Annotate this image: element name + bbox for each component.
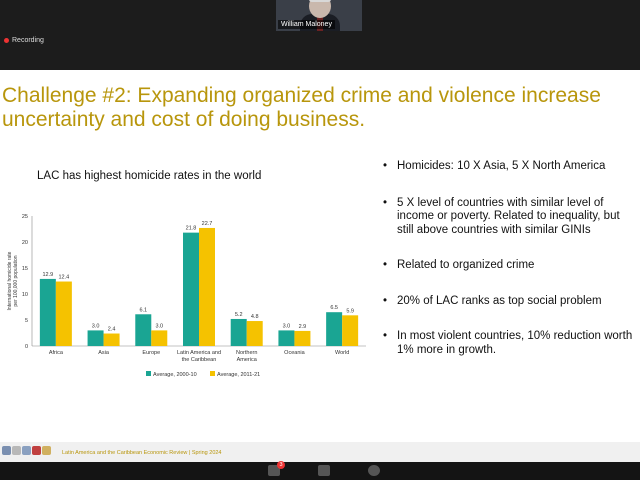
participants-icon[interactable] — [318, 465, 330, 476]
bar — [88, 330, 104, 346]
y-axis-label: International homicide rate — [7, 251, 13, 311]
bar — [294, 331, 310, 346]
legend-swatch — [210, 371, 215, 376]
recording-indicator — [4, 37, 44, 44]
bar — [342, 315, 358, 346]
recording-dot-icon — [4, 38, 9, 43]
bar-value-label: 4.8 — [250, 314, 259, 321]
bullet-item: • Related to organized crime — [383, 259, 638, 273]
x-category-label: Europe — [142, 350, 161, 356]
recording-label: Recording — [12, 37, 44, 44]
legend-label: Average, 2000-10 — [153, 372, 197, 378]
slide-title: Challenge #2: Expanding organized crime and violence increase uncertainty and cost of doing business. — [2, 84, 601, 131]
bar-value-label: 12.4 — [58, 274, 70, 281]
slide-footer: Latin America and the Caribbean Economic Review | Spring 2024 — [62, 450, 222, 456]
y-axis-label: per 100,000 population — [13, 255, 19, 307]
bar — [104, 334, 120, 346]
x-category-label: Oceania — [284, 350, 305, 356]
bar — [183, 233, 199, 346]
bullet-item: • 20% of LAC ranks as top social problem — [383, 295, 638, 309]
y-tick-label: 15 — [21, 266, 28, 272]
y-tick-label: 20 — [21, 240, 28, 246]
y-tick-label: 0 — [24, 344, 28, 350]
bullet-item: • Homicides: 10 X Asia, 5 X North America — [383, 160, 638, 174]
bar-value-label: 5.2 — [234, 311, 243, 318]
y-tick-label: 25 — [21, 214, 28, 220]
legend-swatch — [146, 371, 151, 376]
bullet-item: • 5 X level of countries with similar level of income or poverty. Related to inequality, but still above countries with similar GINIs — [383, 197, 638, 238]
x-category-label: Latin America and — [176, 350, 222, 356]
bar — [135, 314, 151, 346]
video-person-hair — [309, 0, 331, 2]
bar-value-label: 6.5 — [330, 305, 338, 312]
bar — [247, 321, 263, 346]
bullet-item: • In most violent countries, 10% reduction worth 1% more in growth. — [383, 330, 638, 357]
bar-value-label: 2.4 — [107, 326, 116, 333]
bar-value-label: 12.9 — [42, 271, 54, 278]
bar — [326, 312, 342, 346]
bar-value-label: 3.0 — [155, 323, 164, 330]
bar — [40, 279, 56, 346]
x-category-label: the Caribbean — [181, 357, 217, 363]
participant-name-label: William Maloney — [278, 20, 335, 29]
y-tick-label: 10 — [21, 292, 28, 298]
bar-value-label: 3.0 — [91, 323, 100, 330]
y-tick-label: 5 — [24, 318, 28, 324]
x-category-label: World — [335, 350, 350, 356]
x-category-label: Africa — [48, 350, 63, 356]
bar — [199, 228, 215, 346]
bar — [231, 319, 247, 346]
homicide-bar-chart — [0, 70, 640, 462]
bar — [151, 330, 167, 346]
bar-value-label: 2.9 — [298, 323, 307, 330]
legend-label: Average, 2011-21 — [217, 372, 261, 378]
share-icon[interactable] — [368, 465, 380, 476]
bar — [56, 282, 72, 346]
x-category-label: America — [236, 357, 257, 363]
bar-value-label: 6.1 — [139, 307, 148, 314]
bar-value-label: 5.9 — [346, 308, 354, 315]
x-category-label: Northern — [236, 350, 258, 356]
bar-value-label: 22.7 — [201, 220, 213, 227]
x-category-label: Asia — [98, 350, 109, 356]
chart-heading: LAC has highest homicide rates in the world — [37, 170, 262, 182]
chat-badge: 3 — [277, 461, 285, 469]
bar-value-label: 21.8 — [185, 225, 197, 232]
bar-value-label: 3.0 — [282, 323, 291, 330]
bar — [278, 330, 294, 346]
